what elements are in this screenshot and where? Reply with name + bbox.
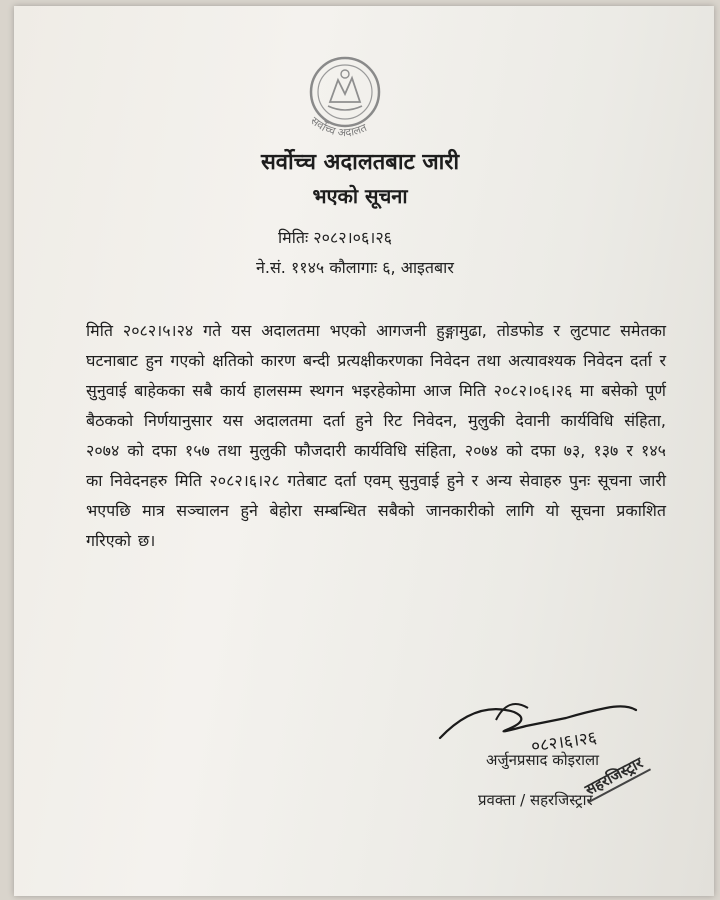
seal-text: सर्वोच्च अदालत (308, 114, 369, 140)
signature-date: ०८२।६।२६ (529, 727, 598, 757)
nepal-sambat-date: ने.सं. ११४५ कौलागाः ६, आइतबार (256, 258, 454, 277)
registrar-stamp: सहरजिस्ट्रार (578, 751, 651, 804)
signer-role: प्रवक्ता / सहरजिस्ट्रार (478, 791, 593, 809)
supreme-court-seal (290, 44, 400, 154)
signer-name: अर्जुनप्रसाद कोइराला (486, 751, 600, 769)
notice-body: मिति २०८२।५।२४ गते यस अदालतमा भएको आगजनी हुङ्गामुढा, तोडफोड र लुटपाट समेतका घटनाबाट हुन गएको क्षतिको कारण बन्दी प्रत्यक्षीकरणका निवेदन तथा अत्यावश्यक निवेदन दर्ता र सुनुवाई बाहेकका सबै कार्य हालसम्म स्थगन भइरहेकोमा आज मिति २०८२।०६।२६ मा बसेको पूर्ण बैठकको निर्णयानुसार यस अदालतमा दर्ता हुने रिट निवेदन, मुलुकी देवानी कार्यविधि संहिता, २०७४ को दफा १५७ तथा मुलुकी फौजदारी कार्यविधि संहिता, २०७४ को दफा ७३, १३७ र १४५ का निवेदनहरु मिति २०८२।६।२८ गतेबाट दर्ता एवम् सुनुवाई हुने र अन्य सेवाहरु पुनः सूचना जारी भएपछि मात्र सञ्चालन हुने बेहोरा सम्बन्धित सबैको जानकारीको लागि यो सूचना प्रकाशित गरिएको छ। (86, 321, 666, 550)
notice-title: सर्वोच्च अदालतबाट जारी (260, 150, 460, 175)
seal-emblem-icon (290, 44, 400, 154)
notice-subtitle: भएको सूचना (312, 184, 408, 208)
notice-date: मितिः २०८२।०६।२६ (278, 228, 392, 247)
